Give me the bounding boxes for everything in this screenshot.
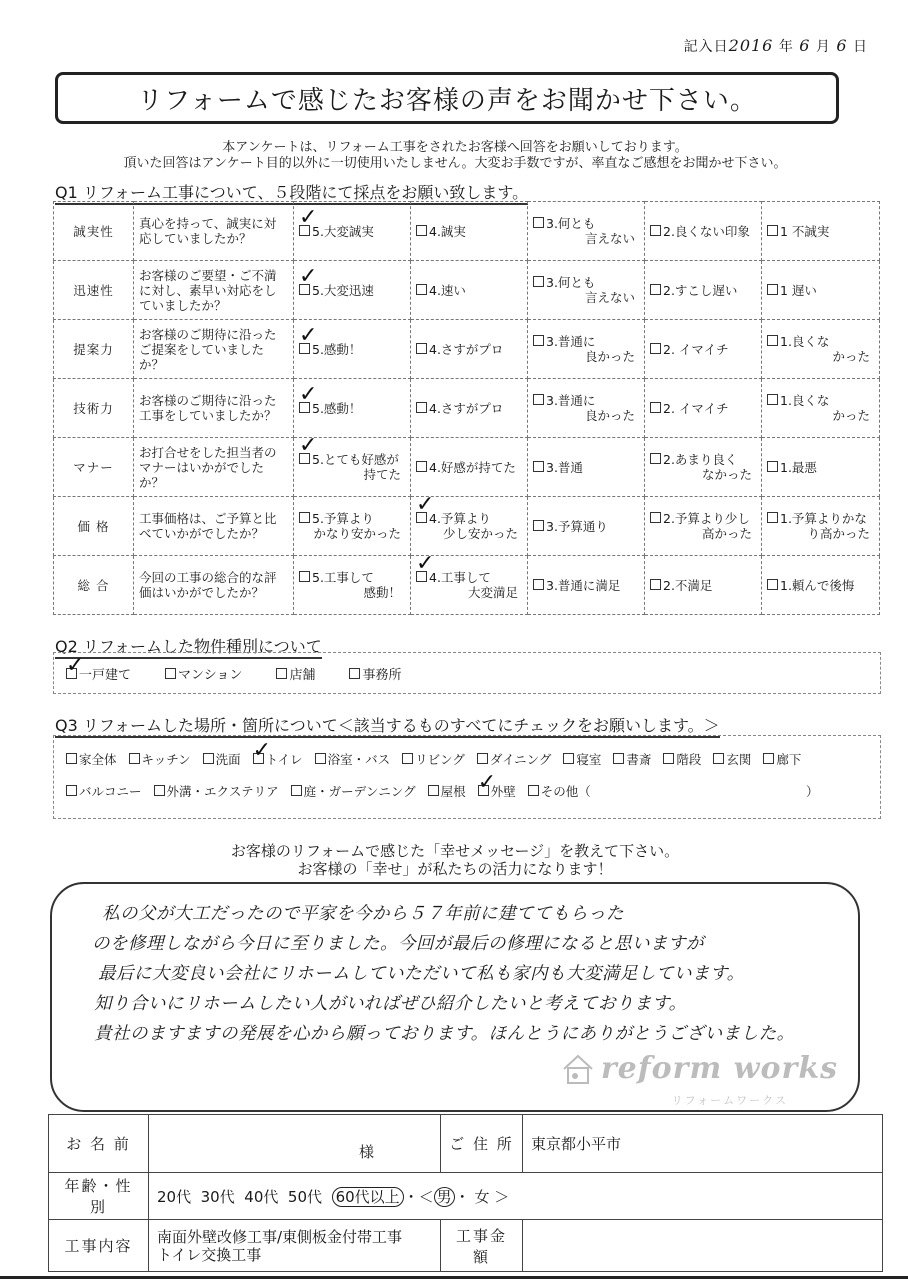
checked-checkbox-icon[interactable] <box>416 512 427 523</box>
checkbox-icon[interactable] <box>767 284 778 295</box>
age-option: 20代 <box>157 1187 192 1206</box>
q1-option[interactable] <box>299 570 405 600</box>
handwritten-line-4: 知り合いにリホームしたい人がいればぜひ紹介したいと考えております。 <box>94 994 687 1014</box>
q1-option-label: 5.予算より <box>312 511 374 526</box>
q1-rating-table <box>53 201 880 615</box>
q3-row-2 <box>66 782 591 800</box>
q1-option-label: 4.さすがプロ <box>429 341 504 357</box>
work-line-2: トイレ交換工事 <box>157 1245 262 1264</box>
q1-option-label: 4.速い <box>429 282 466 298</box>
checkbox-icon[interactable] <box>66 785 77 796</box>
message-prompt-1: お客様のリフォームで感じた「幸せメッセージ」を教えて下さい。 <box>230 842 680 860</box>
checkbox-icon[interactable] <box>767 461 778 472</box>
q1-option-label-2: なかった <box>701 467 752 482</box>
q1-option-cell[interactable] <box>411 202 528 261</box>
checkbox-option[interactable] <box>763 750 801 768</box>
q1-option-label: 1.頼んで後悔 <box>780 577 855 593</box>
q1-option-cell[interactable] <box>294 497 411 556</box>
message-prompt-2: お客様の「幸せ」が私たちの活力になります！ <box>297 860 613 878</box>
gender-rest: ・ 女 ＞ <box>454 1187 510 1206</box>
checkbox-label: トイレ <box>265 752 303 767</box>
date-month-unit: 月 <box>815 39 831 55</box>
checkbox-option[interactable] <box>477 750 552 768</box>
q1-option-cell[interactable] <box>645 320 762 379</box>
checkbox-icon[interactable] <box>767 225 778 236</box>
q1-option-cell[interactable] <box>294 202 411 261</box>
q3-other-close: ） <box>806 784 819 799</box>
q1-option-cell[interactable] <box>294 556 411 615</box>
q1-row <box>54 261 880 320</box>
q1-option-label: 3.普通に <box>546 334 596 349</box>
q1-option-label-2: かった <box>832 408 870 423</box>
checkbox-icon[interactable] <box>416 343 427 354</box>
checkbox-icon[interactable] <box>291 785 302 796</box>
address-field <box>523 1115 883 1173</box>
checkbox-icon[interactable] <box>613 753 624 764</box>
q1-row <box>54 556 880 615</box>
checkbox-label: 浴室・バス <box>327 752 391 767</box>
q1-option-label: 4.さすがプロ <box>429 400 504 416</box>
q1-option-label: 2.すこし遅い <box>663 282 738 298</box>
q1-option[interactable] <box>416 342 522 357</box>
q1-category: 価 格 <box>54 497 134 556</box>
amount-label: 工事金額 <box>441 1220 523 1272</box>
q1-option-cell[interactable] <box>645 497 762 556</box>
q1-option-label-2: かなり安かった <box>313 526 401 541</box>
q1-option-cell[interactable] <box>528 556 645 615</box>
q1-option-label: 4.好感が持てた <box>429 459 516 475</box>
q1-option-cell[interactable] <box>411 379 528 438</box>
checkbox-icon[interactable] <box>477 753 488 764</box>
checkbox-icon[interactable] <box>402 753 413 764</box>
checkbox-option[interactable] <box>613 750 651 768</box>
q3-heading <box>55 713 720 736</box>
checkbox-icon[interactable] <box>767 512 778 523</box>
q1-question: 真心を持って、誠実に対応していましたか？ <box>134 202 294 261</box>
date-day: 6 <box>836 36 848 55</box>
q1-option[interactable] <box>767 283 874 298</box>
q1-row <box>54 497 880 556</box>
checkbox-icon[interactable] <box>533 461 544 472</box>
q1-option-cell[interactable] <box>294 320 411 379</box>
q1-option-label: 3.普通 <box>546 459 583 475</box>
checkbox-option[interactable] <box>563 750 601 768</box>
q1-option-cell[interactable] <box>528 202 645 261</box>
q1-option-label: 4.誠実 <box>429 223 466 239</box>
handwritten-line-3: 最后に大変良い会社にリホームしていただいて私も家内も大変満足しています。 <box>98 964 745 984</box>
checkbox-option[interactable] <box>66 782 142 800</box>
checkbox-icon[interactable] <box>315 753 326 764</box>
checkbox-option[interactable] <box>276 664 315 683</box>
date-year: 2016 <box>728 36 774 55</box>
q1-option-label-2: 言えない <box>584 231 635 246</box>
q1-option[interactable] <box>767 224 874 239</box>
q1-option-cell[interactable] <box>762 261 880 320</box>
q1-option-label: 5.感動！ <box>312 341 362 357</box>
checkbox-label: リビング <box>415 752 465 767</box>
q1-option[interactable] <box>767 578 874 593</box>
q1-option-cell[interactable] <box>645 261 762 320</box>
q1-option-cell[interactable] <box>645 556 762 615</box>
age-selected: 60代以上 <box>332 1187 404 1207</box>
checkbox-label: その他（ <box>540 784 591 799</box>
q1-option[interactable] <box>767 460 874 475</box>
checkbox-icon[interactable] <box>416 402 427 413</box>
q1-question: 今回の工事の総合的な評価はいかがでしたか？ <box>134 556 294 615</box>
q1-option-cell[interactable] <box>762 556 880 615</box>
q1-option-label: 1 遅い <box>780 282 817 298</box>
checkbox-icon[interactable] <box>416 461 427 472</box>
q1-option-cell[interactable] <box>645 438 762 497</box>
checkbox-icon[interactable] <box>203 753 214 764</box>
age-option: 30代 <box>200 1187 235 1206</box>
q1-option-label-2: 良かった <box>584 349 635 364</box>
checkbox-icon[interactable] <box>763 753 774 764</box>
q1-question: お客様のご要望・ご不満に対し、素早い対応をしていましたか？ <box>134 261 294 320</box>
q1-option-label: 3.何とも <box>546 275 596 290</box>
q1-option-cell[interactable] <box>645 379 762 438</box>
checkbox-icon[interactable] <box>276 668 287 679</box>
q1-option-cell[interactable] <box>762 497 880 556</box>
q1-option-label: 3.普通に満足 <box>546 577 621 593</box>
q1-question: お客様のご期待に沿ったご提案をしていましたか？ <box>134 320 294 379</box>
q1-heading <box>55 180 528 203</box>
checkbox-option[interactable] <box>129 750 191 768</box>
checkbox-icon[interactable] <box>767 335 778 346</box>
q3-options <box>53 735 881 819</box>
age-option: 40代 <box>244 1187 279 1206</box>
q1-option-cell[interactable] <box>762 379 880 438</box>
checkbox-option[interactable] <box>291 782 416 800</box>
checkbox-option[interactable] <box>402 750 465 768</box>
checkbox-option[interactable] <box>203 750 241 768</box>
date-month: 6 <box>799 36 811 55</box>
checked-checkbox-icon[interactable] <box>299 453 310 464</box>
checkbox-icon[interactable] <box>767 579 778 590</box>
checkbox-label: 庭・ガーデンニング <box>303 784 416 799</box>
q1-option[interactable] <box>416 570 522 600</box>
q1-option[interactable] <box>299 283 405 298</box>
checked-checkbox-icon[interactable] <box>253 753 264 764</box>
q1-option-label: 3.普通に <box>546 393 596 408</box>
checkbox-option[interactable] <box>154 782 279 800</box>
reform-works-logo <box>561 1051 838 1086</box>
q1-category: マナー <box>54 438 134 497</box>
q1-option[interactable] <box>650 511 756 541</box>
q1-option-label: 2.良くない印象 <box>663 223 750 239</box>
q1-option-label-2: り高かった <box>807 526 870 541</box>
q1-option[interactable] <box>533 216 639 246</box>
checkbox-icon[interactable] <box>533 579 544 590</box>
checkbox-icon[interactable] <box>563 753 574 764</box>
q1-option-cell[interactable] <box>528 379 645 438</box>
q1-question: お客様のご期待に沿った工事をしていましたか？ <box>134 379 294 438</box>
q1-option[interactable] <box>299 511 405 541</box>
checkbox-label: 洗面 <box>215 752 241 767</box>
handwritten-line-2: のを修理しながら今日に至りました。今回が最后の修理になると思いますが <box>92 934 704 954</box>
checkbox-icon[interactable] <box>767 394 778 405</box>
q1-option-cell[interactable] <box>762 202 880 261</box>
name-label: お 名 前 <box>49 1115 149 1173</box>
checkbox-icon[interactable] <box>129 753 140 764</box>
q1-option[interactable] <box>533 460 639 475</box>
q1-option-label: 4.予算より <box>429 511 491 526</box>
q1-option-label: 3.何とも <box>546 216 596 231</box>
checkbox-icon[interactable] <box>650 284 661 295</box>
q1-option-cell[interactable] <box>528 320 645 379</box>
checkbox-label: バルコニー <box>79 784 142 799</box>
q1-option-cell[interactable] <box>294 379 411 438</box>
q1-option[interactable] <box>533 578 639 593</box>
q1-option[interactable] <box>299 401 405 416</box>
house-icon <box>561 1053 595 1085</box>
date-label: 記入日 <box>683 39 729 55</box>
q1-option-label: 1.良くな <box>780 334 830 349</box>
q1-option[interactable] <box>650 578 756 593</box>
checkbox-icon[interactable] <box>299 571 310 582</box>
checkbox-icon[interactable] <box>713 753 724 764</box>
q1-option-label: 5.とても好感が <box>312 452 399 467</box>
entry-date <box>684 36 868 56</box>
intro-line-2: 頂いた回答はアンケート目的以外に一切使用いたしません。大変お手数ですが、率直なご感想をお聞かせ下さい。 <box>123 156 787 171</box>
q1-option-label: 5.大変迅速 <box>312 282 374 298</box>
q1-category: 誠実性 <box>54 202 134 261</box>
checkbox-icon[interactable] <box>165 668 176 679</box>
q1-option[interactable] <box>767 393 874 423</box>
q1-option-cell[interactable] <box>294 261 411 320</box>
checkbox-option[interactable] <box>315 750 391 768</box>
logo-text: reform works <box>600 1051 838 1086</box>
q1-question: 工事価格は、ご予算と比べていかがでしたか？ <box>134 497 294 556</box>
checkbox-label: 一戸建て <box>79 667 132 683</box>
q1-category: 迅速性 <box>54 261 134 320</box>
work-label: 工事内容 <box>49 1220 149 1272</box>
checkbox-label: 寝室 <box>576 752 602 767</box>
q1-option-cell[interactable] <box>411 320 528 379</box>
q1-option-label: 1.予算よりかな <box>780 511 867 526</box>
q1-option[interactable] <box>416 401 522 416</box>
q1-option-label: 4.工事して <box>429 570 491 585</box>
checkbox-icon[interactable] <box>528 785 539 796</box>
message-box <box>50 882 860 1112</box>
q1-option[interactable] <box>650 401 756 416</box>
checkbox-icon[interactable] <box>416 284 427 295</box>
bottom-border <box>0 1276 908 1279</box>
age-gender-label: 年齢・性別 <box>49 1173 149 1220</box>
q1-option-label: 2.あまり良く <box>663 452 738 467</box>
checkbox-label: 書斎 <box>626 752 652 767</box>
checkbox-label: 店舗 <box>289 667 316 683</box>
q1-option[interactable] <box>650 283 756 298</box>
checkbox-icon[interactable] <box>533 217 544 228</box>
q1-option-cell[interactable] <box>411 438 528 497</box>
q1-row <box>54 379 880 438</box>
checkbox-icon[interactable] <box>154 785 165 796</box>
q1-option-label-2: 少し安かった <box>442 526 518 541</box>
q1-option[interactable] <box>767 511 874 541</box>
gender-open: ・＜ <box>403 1187 434 1206</box>
q1-row <box>54 438 880 497</box>
q1-option-label-2: 持てた <box>363 467 401 482</box>
checkbox-label: 廊下 <box>776 752 802 767</box>
checked-checkbox-icon[interactable] <box>299 402 310 413</box>
q1-option-label: 3.予算通り <box>546 518 608 534</box>
q3-row-1 <box>66 750 801 768</box>
q1-option[interactable] <box>416 283 522 298</box>
q1-option[interactable] <box>650 224 756 239</box>
page-title: リフォームで感じたお客様の声をお聞かせ下さい。 <box>55 72 839 124</box>
q1-option-label: 1 不誠実 <box>780 223 830 239</box>
q1-option-cell[interactable] <box>411 497 528 556</box>
q1-question: お打合せをした担当者のマナーはいかがでしたか？ <box>134 438 294 497</box>
checked-checkbox-icon[interactable] <box>299 343 310 354</box>
q1-option[interactable] <box>533 393 639 423</box>
q1-heading-text: Q1 リフォーム工事について、５段階にて採点をお願い致します。 <box>55 183 528 205</box>
date-day-unit: 日 <box>853 39 868 55</box>
checkbox-icon[interactable] <box>533 520 544 531</box>
q1-option[interactable] <box>416 224 522 239</box>
q1-option-cell[interactable] <box>411 261 528 320</box>
q1-option-label: 5.工事して <box>312 570 374 585</box>
checkbox-option[interactable] <box>663 750 701 768</box>
checkbox-icon[interactable] <box>650 453 661 464</box>
q1-option-label-2: 感動！ <box>363 585 401 600</box>
intro-line-1: 本アンケートは、リフォーム工事をされたお客様へ回答をお願いしております。 <box>222 140 688 155</box>
q1-option[interactable] <box>650 342 756 357</box>
customer-info-table <box>48 1114 883 1272</box>
checkbox-label: 外壁 <box>490 784 516 799</box>
work-line-1: 南面外壁改修工事/東側板金付帯工事 <box>157 1227 403 1246</box>
q2-heading-text: Q2 リフォームした物件種別について <box>55 637 322 659</box>
q1-option-cell[interactable] <box>294 438 411 497</box>
q1-option[interactable] <box>299 342 405 357</box>
gender-selected: 男 <box>434 1187 455 1207</box>
address-label: ご 住 所 <box>441 1115 523 1173</box>
checkbox-icon[interactable] <box>663 753 674 764</box>
checkbox-option[interactable] <box>66 750 117 768</box>
checked-checkbox-icon[interactable] <box>66 668 77 679</box>
checkbox-label: 屋根 <box>440 784 466 799</box>
q1-option[interactable] <box>533 519 639 534</box>
q1-option[interactable] <box>533 275 639 305</box>
q1-option[interactable] <box>767 334 874 364</box>
age-option: 50代 <box>287 1187 323 1206</box>
date-year-unit: 年 <box>778 39 794 55</box>
checkbox-option[interactable] <box>165 664 242 683</box>
checked-checkbox-icon[interactable] <box>299 225 310 236</box>
checkbox-label: 玄関 <box>726 752 752 767</box>
q1-row <box>54 320 880 379</box>
checkbox-option[interactable] <box>253 750 303 768</box>
q1-option-cell[interactable] <box>645 202 762 261</box>
q1-option-label-2: 高かった <box>701 526 752 541</box>
q3-heading-text: Q3 リフォームした場所・箇所について＜該当するものすべてにチェックをお願いします。＞ <box>55 716 720 738</box>
q1-option-cell[interactable] <box>528 261 645 320</box>
checkbox-option[interactable] <box>478 782 516 800</box>
q1-option[interactable] <box>533 334 639 364</box>
checkbox-label: 階段 <box>676 752 702 767</box>
checked-checkbox-icon[interactable] <box>416 571 427 582</box>
address-value: 東京都小平市 <box>531 1135 622 1153</box>
q1-option-label: 2. イマイチ <box>663 341 729 357</box>
checkbox-icon[interactable] <box>416 225 427 236</box>
q1-category: 技術力 <box>54 379 134 438</box>
q1-option-cell[interactable] <box>762 320 880 379</box>
work-field <box>149 1220 441 1272</box>
q1-option-label: 2. イマイチ <box>663 400 729 416</box>
age-gender-field <box>149 1173 883 1220</box>
checked-checkbox-icon[interactable] <box>478 785 489 796</box>
q1-option-label-2: かった <box>832 349 870 364</box>
q1-option-label: 2.予算より少し <box>663 511 750 526</box>
q1-option[interactable] <box>416 511 522 541</box>
checkbox-icon[interactable] <box>533 394 544 405</box>
checkbox-icon[interactable] <box>650 579 661 590</box>
name-suffix: 様 <box>358 1143 374 1161</box>
checkbox-label: 外溝・エクステリア <box>166 784 279 799</box>
checkbox-option[interactable] <box>428 782 466 800</box>
checkbox-icon[interactable] <box>533 335 544 346</box>
checkbox-label: 家全体 <box>79 752 117 767</box>
q1-category: 提案力 <box>54 320 134 379</box>
q1-option-label: 5.大変誠実 <box>312 223 374 239</box>
q1-option-label-2: 良かった <box>584 408 635 423</box>
checkbox-option[interactable] <box>713 750 751 768</box>
q1-option-cell[interactable] <box>528 438 645 497</box>
checkbox-icon[interactable] <box>428 785 439 796</box>
checkbox-label: マンション <box>178 667 243 683</box>
q1-option[interactable] <box>299 224 405 239</box>
checkbox-icon[interactable] <box>349 668 360 679</box>
q1-option-label-2: 大変満足 <box>467 585 518 600</box>
q1-option-cell[interactable] <box>528 497 645 556</box>
checkbox-icon[interactable] <box>650 225 661 236</box>
handwritten-line-5: 貴社のますますの発展を心から願っております。ほんとうにありがとうございました。 <box>94 1024 795 1044</box>
checkbox-icon[interactable] <box>650 512 661 523</box>
checkbox-label: キッチン <box>141 752 191 767</box>
checked-checkbox-icon[interactable] <box>299 284 310 295</box>
q1-row <box>54 202 880 261</box>
checkbox-option[interactable] <box>349 664 401 683</box>
q1-option-cell[interactable] <box>762 438 880 497</box>
q1-option[interactable] <box>416 460 522 475</box>
q1-option-label: 2.不満足 <box>663 577 713 593</box>
checkbox-icon[interactable] <box>533 276 544 287</box>
checkbox-label: ダイニング <box>489 752 552 767</box>
logo-subtitle: リフォームワークス <box>671 1094 788 1107</box>
q1-category: 総 合 <box>54 556 134 615</box>
q1-option-label: 1.最悪 <box>780 459 817 475</box>
checkbox-icon[interactable] <box>66 753 77 764</box>
checkbox-label: 事務所 <box>362 667 402 683</box>
amount-field <box>523 1220 883 1272</box>
q1-option[interactable] <box>299 452 405 482</box>
q1-option-cell[interactable] <box>411 556 528 615</box>
q1-option[interactable] <box>650 452 756 482</box>
checkbox-icon[interactable] <box>650 402 661 413</box>
q1-option-label-2: 言えない <box>584 290 635 305</box>
checkbox-option[interactable] <box>528 782 591 800</box>
q1-option-label: 5.感動！ <box>312 400 362 416</box>
q2-options <box>53 652 881 694</box>
checkbox-icon[interactable] <box>299 512 310 523</box>
checkbox-icon[interactable] <box>650 343 661 354</box>
handwritten-line-1: 私の父が大工だったので平家を今から５７年前に建ててもらった <box>102 904 624 924</box>
checkbox-option[interactable] <box>66 664 131 683</box>
name-field <box>149 1115 441 1173</box>
q1-option-label: 1.良くな <box>780 393 830 408</box>
